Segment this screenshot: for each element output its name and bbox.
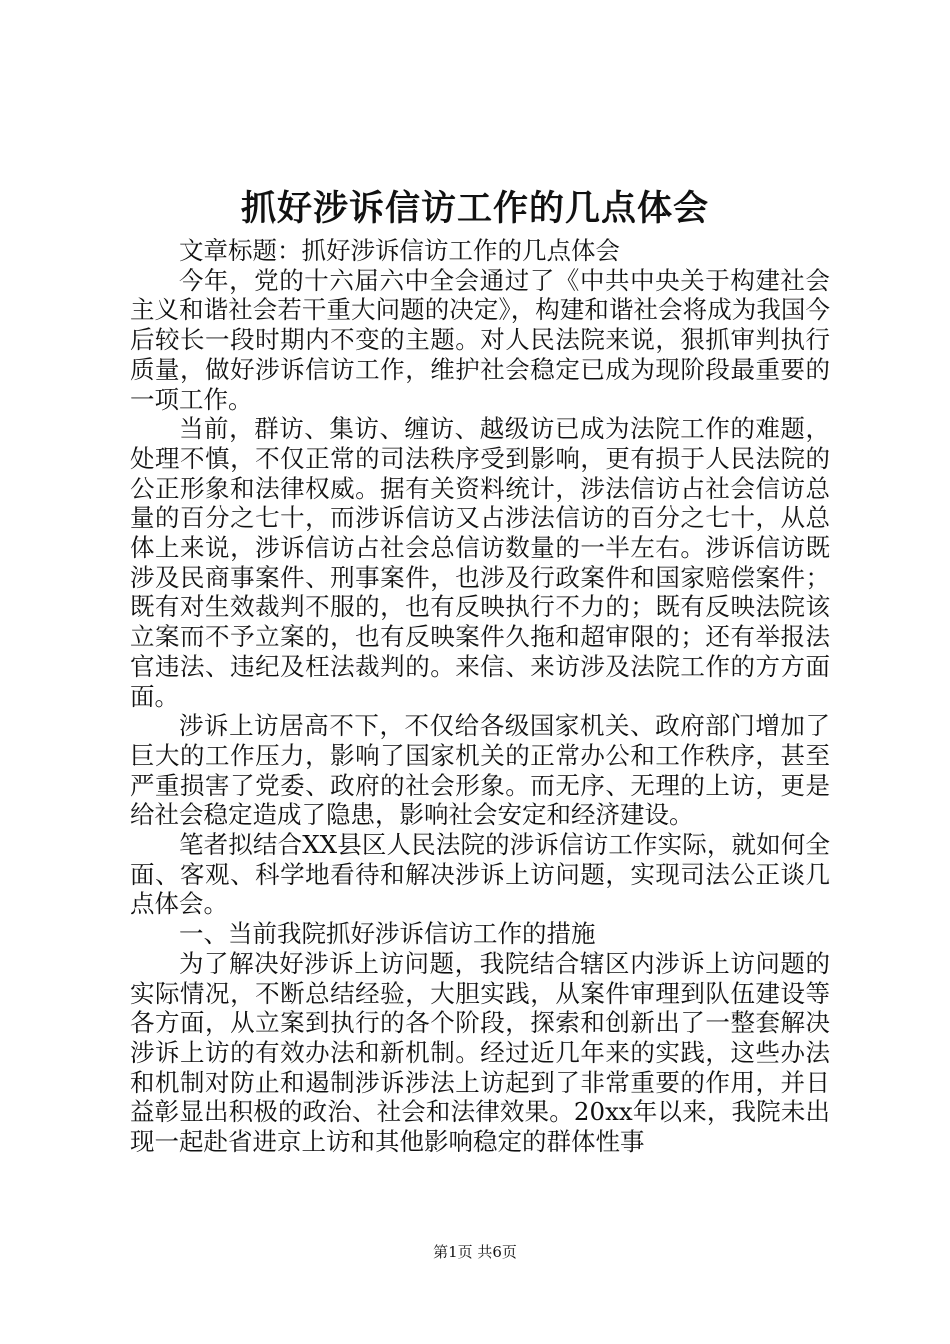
paragraph: 笔者拟结合XX县区人民法院的涉诉信访工作实际，就如何全面、客观、科学地看待和解决涉诉上访问题，实现司法公正谈几点体会。 [130, 830, 830, 919]
paragraph: 当前，群访、集访、缠访、越级访已成为法院工作的难题，处理不慎，不仅正常的司法秩序受到影响，更有损于人民法院的公正形象和法律权威。据有关资料统计，涉法信访占社会信访总量的百分之七十，而涉诉信访又占涉法信访的百分之七十，从总体上来说，涉诉信访占社会总信访数量的一半左右。涉诉信访既涉及民商事案件、刑事案件，也涉及行政案件和国家赔偿案件；既有对生效裁判不服的，也有反映执行不力的；既有反映法院该立案而不予立案的，也有反映案件久拖和超审限的；还有举报法官违法、违纪及枉法裁判的。来信、来访涉及法院工作的方方面面。 [130, 414, 830, 711]
paragraph: 今年，党的十六届六中全会通过了《中共中央关于构建社会主义和谐社会若干重大问题的决定》，构建和谐社会将成为我国今后较长一段时期内不变的主题。对人民法院来说，狠抓审判执行质量，做好涉诉信访工作，维护社会稳定已成为现阶段最重要的一项工作。 [130, 265, 830, 414]
section-heading: 一、当前我院抓好涉诉信访工作的措施 [179, 919, 596, 949]
page-footer: 第1页 共6页 [433, 1243, 517, 1261]
document-title: 抓好涉诉信访工作的几点体会 [240, 188, 709, 229]
paragraph-article-title: 文章标题：抓好涉诉信访工作的几点体会 [179, 236, 620, 265]
paragraph: 涉诉上访居高不下，不仅给各级国家机关、政府部门增加了巨大的工作压力，影响了国家机关的正常办公和工作秩序，甚至严重损害了党委、政府的社会形象。而无序、无理的上访，更是给社会稳定造成了隐患，影响社会安定和经济建设。 [130, 711, 830, 830]
document-body [130, 236, 830, 1157]
paragraph: 为了解决好涉诉上访问题，我院结合辖区内涉诉上访问题的实际情况，不断总结经验，大胆实践，从案件审理到队伍建设等各方面，从立案到执行的各个阶段，探索和创新出了一整套解决涉诉上访的有效办法和新机制。经过近几年来的实践，这些办法和机制对防止和遏制涉诉涉法上访起到了非常重要的作用，并日益彰显出积极的政治、社会和法律效果。20xx年以来，我院未出现一起赴省进京上访和其他影响稳定的群体性事 [130, 948, 830, 1157]
